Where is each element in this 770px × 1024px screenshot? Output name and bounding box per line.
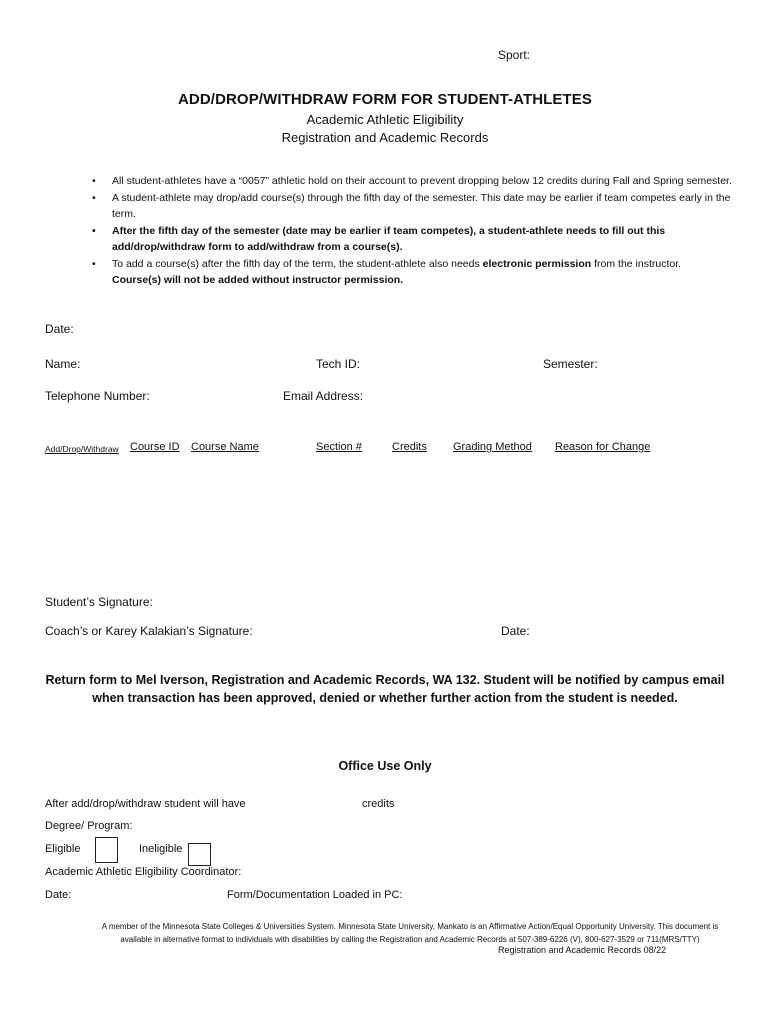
footer-version: Registration and Academic Records 08/22 <box>498 945 667 955</box>
office-date-label: Date: <box>45 889 72 901</box>
eligible-label: Eligible <box>45 843 81 855</box>
ineligible-checkbox[interactable] <box>188 843 211 866</box>
email-field-label[interactable]: Email Address: <box>283 389 364 403</box>
telephone-field-label[interactable]: Telephone Number: <box>45 389 150 403</box>
after-credits-label: After add/drop/withdraw student will have <box>45 798 246 810</box>
sport-label: Sport: <box>498 48 531 62</box>
instruction-item: • All student-athletes have a “0057” athletic hold on their account to prevent dropping below 12 credits during Fall and Spring semester. <box>92 175 732 187</box>
subtitle-eligibility: Academic Athletic Eligibility <box>306 112 464 127</box>
instruction-item: • A student-athlete may drop/add course(s) through the fifth day of the semester. This date may be earlier if team competes early in the term. <box>92 191 731 220</box>
col-add-drop-withdraw: Add/Drop/Withdraw <box>45 444 119 454</box>
col-reason-for-change: Reason for Change <box>555 441 651 453</box>
coordinator-label: Academic Athletic Eligibility Coordinator: <box>45 866 242 878</box>
credits-label: credits <box>362 798 395 810</box>
signature-date-label[interactable]: Date: <box>501 624 530 638</box>
col-section: Section # <box>316 441 362 453</box>
semester-field-label[interactable]: Semester: <box>543 357 598 371</box>
name-field-label[interactable]: Name: <box>45 357 81 371</box>
instructions-list <box>92 173 732 289</box>
ineligible-label: Ineligible <box>139 843 183 855</box>
instruction-item: • After the fifth day of the semester (date may be earlier if team competes), a student-athlete needs to fill out this add/drop/withdraw form to add/withdraw from a course(s). <box>92 224 666 253</box>
form-title: ADD/DROP/WITHDRAW FORM FOR STUDENT-ATHLETES <box>178 91 592 108</box>
date-field-label[interactable]: Date: <box>45 322 74 336</box>
subtitle-records: Registration and Academic Records <box>281 130 489 145</box>
col-grading-method: Grading Method <box>453 441 532 453</box>
col-course-id: Course ID <box>130 441 180 453</box>
footer-disclaimer: A member of the Minnesota State Colleges & Universities System. Minnesota State University, Mankato is an Affirmative Action/Equal Opportunity University. This document is available in alternative format to individuals with disabilities by calling the Registration and Academic Records at 507-389-6226 (V), 800-627-3529 or 711(MRS/TTY) <box>101 922 719 944</box>
office-use-title: Office Use Only <box>338 759 432 773</box>
eligible-checkbox[interactable] <box>95 837 118 863</box>
col-credits: Credits <box>392 441 427 453</box>
documentation-loaded-label: Form/Documentation Loaded in PC: <box>227 889 403 901</box>
col-course-name: Course Name <box>191 441 259 453</box>
coach-signature-label[interactable]: Coach’s or Karey Kalakian’s Signature: <box>45 624 253 638</box>
tech-id-field-label[interactable]: Tech ID: <box>316 357 361 371</box>
student-signature-label[interactable]: Student’s Signature: <box>45 595 153 609</box>
return-instructions: Return form to Mel Iverson, Registration and Academic Records, WA 132. Student will be notified by campus email when transaction has been approved, denied or whether further action from the student is needed. <box>45 673 725 705</box>
instruction-item: • To add a course(s) after the fifth day of the term, the student-athlete also needs electronic permission from the instructor. Course(s) will not be added without instructor permission. <box>92 257 682 286</box>
degree-program-label: Degree/ Program: <box>45 820 133 832</box>
